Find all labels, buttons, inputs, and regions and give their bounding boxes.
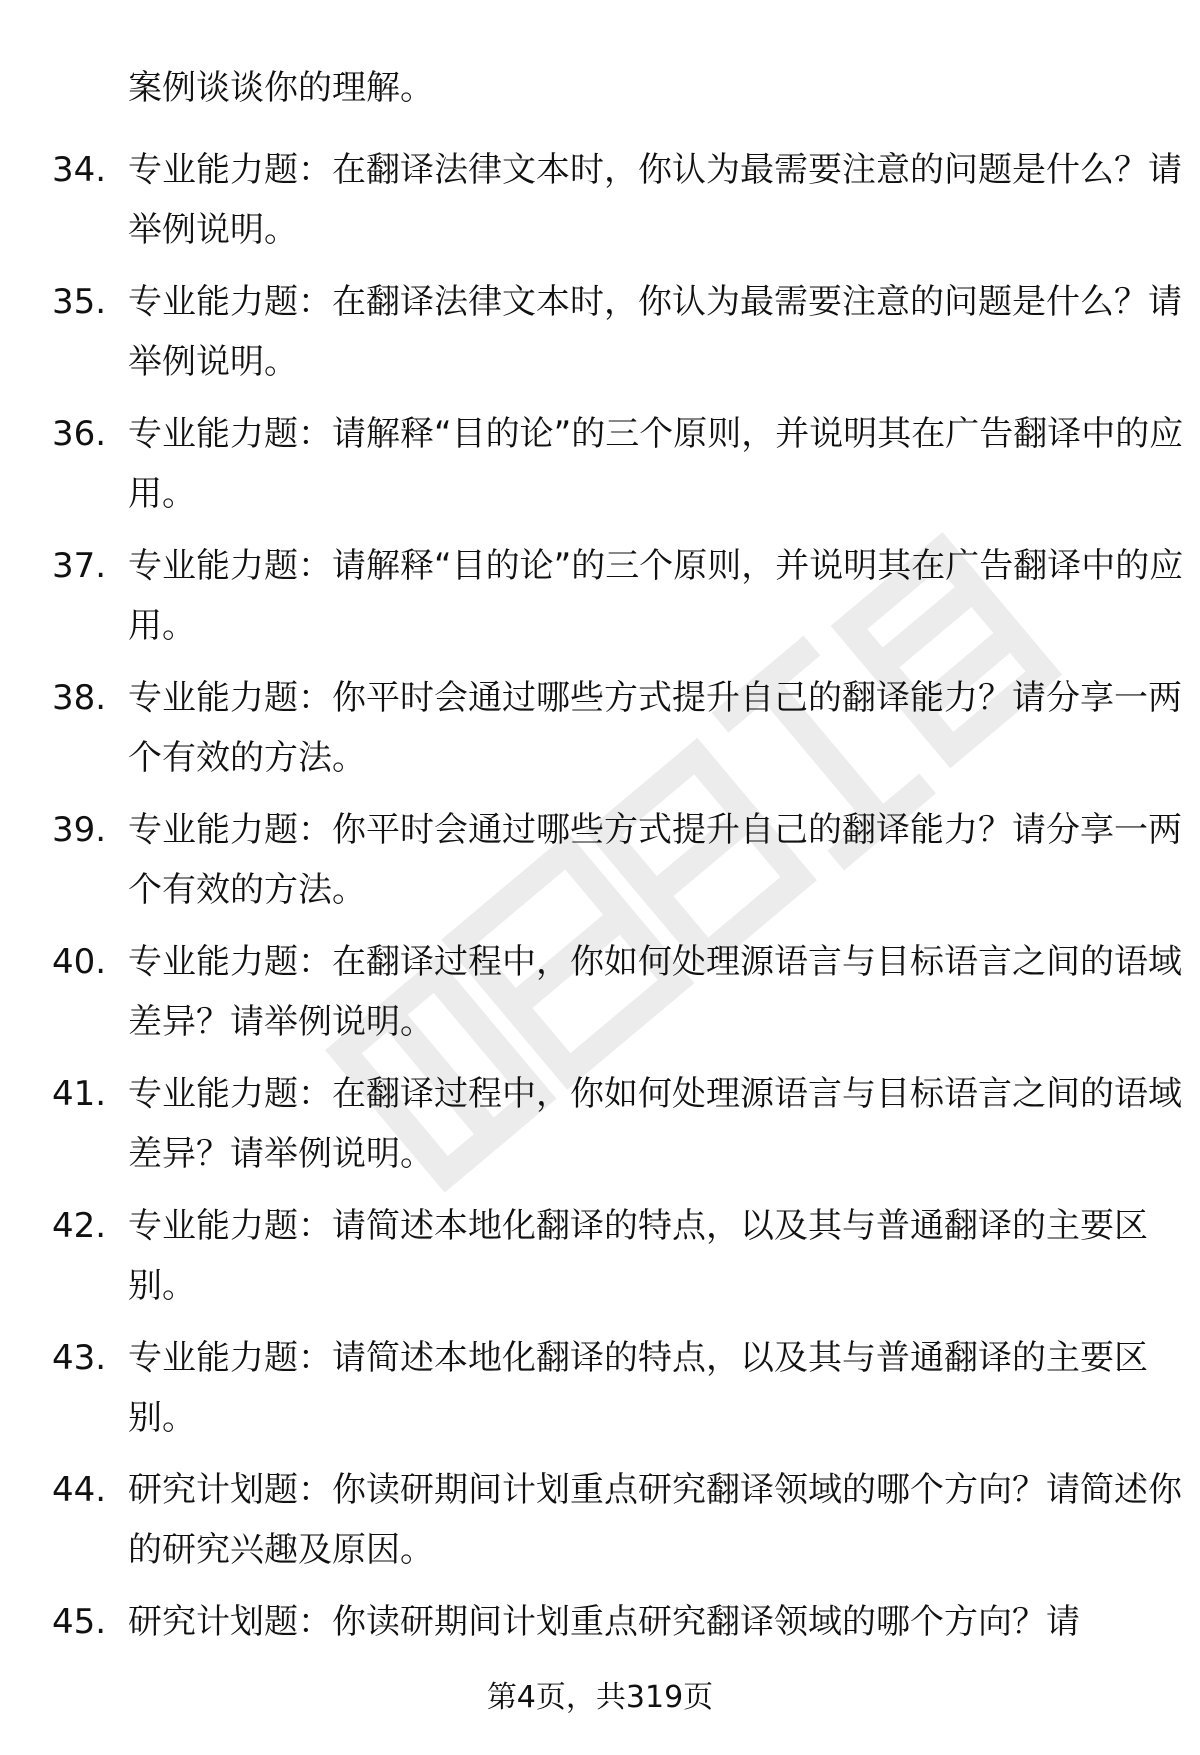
question-text: 专业能力题：请解释“目的论”的三个原则，并说明其在广告翻译中的应用。 — [128, 546, 1184, 646]
question-text: 专业能力题：你平时会通过哪些方式提升自己的翻译能力？请分享一两个有效的方法。 — [128, 810, 1182, 910]
question-number: 37. — [52, 546, 107, 586]
question-item — [52, 668, 1182, 788]
question-number: 42. — [52, 1206, 107, 1246]
question-number: 35. — [52, 282, 107, 322]
question-item — [52, 1460, 1182, 1580]
question-number: 43. — [52, 1338, 107, 1378]
question-item — [52, 536, 1184, 656]
question-text: 专业能力题：你平时会通过哪些方式提升自己的翻译能力？请分享一两个有效的方法。 — [128, 678, 1182, 778]
question-list — [52, 140, 1184, 1724]
question-item — [52, 1196, 1152, 1316]
question-number: 36. — [52, 414, 107, 454]
question-number: 44. — [52, 1470, 107, 1510]
question-item — [52, 404, 1184, 524]
question-number: 40. — [52, 942, 107, 982]
question-text: 研究计划题：你读研期间计划重点研究翻译领域的哪个方向？请 — [128, 1602, 1080, 1642]
question-number: 34. — [52, 150, 107, 190]
question-item — [52, 1328, 1152, 1448]
question-text: 研究计划题：你读研期间计划重点研究翻译领域的哪个方向？请简述你的研究兴趣及原因。 — [128, 1470, 1182, 1570]
question-text: 专业能力题：请解释“目的论”的三个原则，并说明其在广告翻译中的应用。 — [128, 414, 1184, 514]
question-number: 41. — [52, 1074, 107, 1114]
page-number-footer: 第4页，共319页 — [486, 1680, 714, 1715]
question-number: 38. — [52, 678, 107, 718]
question-text: 专业能力题：在翻译过程中，你如何处理源语言与目标语言之间的语域差异？请举例说明。 — [128, 942, 1182, 1042]
question-item — [52, 140, 1182, 260]
question-text: 专业能力题：在翻译法律文本时，你认为最需要注意的问题是什么？请举例说明。 — [128, 282, 1182, 382]
question-item — [52, 272, 1182, 392]
question-number: 45. — [52, 1602, 107, 1642]
question-text: 专业能力题：在翻译过程中，你如何处理源语言与目标语言之间的语域差异？请举例说明。 — [128, 1074, 1182, 1174]
question-item — [52, 1064, 1182, 1184]
continued-question-text: 案例谈谈你的理解。 — [128, 68, 434, 108]
question-item — [52, 932, 1182, 1052]
question-text: 专业能力题：请简述本地化翻译的特点，以及其与普通翻译的主要区别。 — [128, 1206, 1148, 1306]
question-text: 专业能力题：在翻译法律文本时，你认为最需要注意的问题是什么？请举例说明。 — [128, 150, 1182, 250]
question-item — [52, 800, 1182, 920]
question-number: 39. — [52, 810, 107, 850]
question-text: 专业能力题：请简述本地化翻译的特点，以及其与普通翻译的主要区别。 — [128, 1338, 1148, 1438]
